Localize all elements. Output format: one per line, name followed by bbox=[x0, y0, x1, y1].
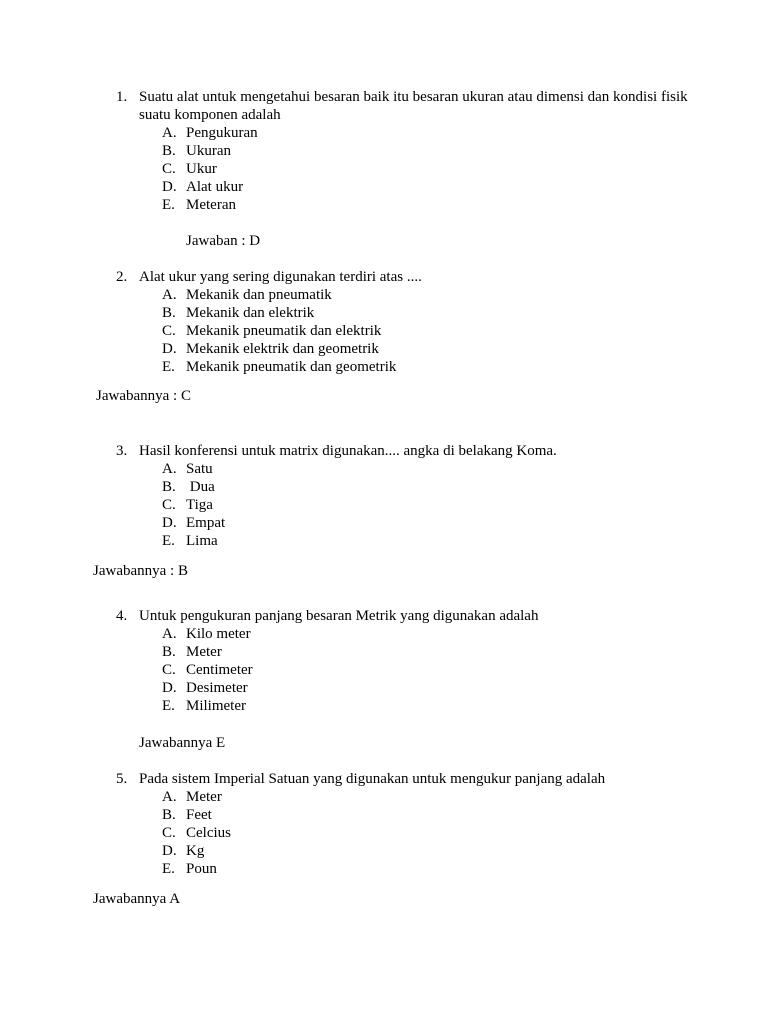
option-text: Mekanik dan pneumatik bbox=[186, 287, 332, 303]
option-text: Kilo meter bbox=[186, 626, 251, 642]
option-letter: A. bbox=[162, 125, 177, 141]
option-text: Mekanik dan elektrik bbox=[186, 305, 315, 321]
question-number: 2. bbox=[116, 269, 128, 285]
option-text: Feet bbox=[186, 807, 212, 823]
option-letter: C. bbox=[162, 825, 176, 841]
option-letter: E. bbox=[162, 698, 175, 714]
option-text: Lima bbox=[186, 533, 218, 549]
question-number: 1. bbox=[116, 89, 128, 105]
option-text: Alat ukur bbox=[186, 179, 244, 195]
option-letter: D. bbox=[162, 515, 177, 531]
option-text: Dua bbox=[186, 479, 215, 495]
question-text: Hasil konferensi untuk matrix digunakan.... angka di belakang Koma. bbox=[139, 443, 557, 459]
option-text: Meteran bbox=[186, 197, 236, 213]
option-letter: D. bbox=[162, 341, 177, 357]
answer-line: Jawabannya E bbox=[139, 735, 226, 751]
option-text: Pengukuran bbox=[186, 125, 258, 141]
option-text: Mekanik pneumatik dan geometrik bbox=[186, 359, 397, 375]
answer-line: Jawabannya : B bbox=[93, 563, 188, 579]
option-text: Tiga bbox=[186, 497, 213, 513]
option-letter: B. bbox=[162, 143, 176, 159]
question-text: Pada sistem Imperial Satuan yang digunakan untuk mengukur panjang adalah bbox=[139, 771, 606, 787]
option-text: Desimeter bbox=[186, 680, 248, 696]
option-letter: D. bbox=[162, 843, 177, 859]
option-letter: E. bbox=[162, 197, 175, 213]
question-text: Suatu alat untuk mengetahui besaran baik itu besaran ukuran atau dimensi dan kondisi fisik suatu komponen adalah bbox=[139, 89, 688, 123]
option-text: Meter bbox=[186, 789, 222, 805]
option-letter: A. bbox=[162, 626, 177, 642]
option-letter: D. bbox=[162, 179, 177, 195]
option-letter: B. bbox=[162, 644, 176, 660]
option-text: Mekanik pneumatik dan elektrik bbox=[186, 323, 382, 339]
option-text: Mekanik elektrik dan geometrik bbox=[186, 341, 379, 357]
question-number: 3. bbox=[116, 443, 128, 459]
option-letter: B. bbox=[162, 305, 176, 321]
question-text: Untuk pengukuran panjang besaran Metrik yang digunakan adalah bbox=[139, 608, 539, 624]
option-letter: C. bbox=[162, 323, 176, 339]
option-text: Empat bbox=[186, 515, 226, 531]
option-letter: C. bbox=[162, 161, 176, 177]
question-text: Alat ukur yang sering digunakan terdiri atas .... bbox=[139, 269, 422, 285]
option-letter: A. bbox=[162, 287, 177, 303]
option-text: Celcius bbox=[186, 825, 231, 841]
question-number: 4. bbox=[116, 608, 128, 624]
option-text: Ukuran bbox=[186, 143, 231, 159]
option-text: Centimeter bbox=[186, 662, 253, 678]
option-text: Satu bbox=[186, 461, 213, 477]
option-text: Poun bbox=[186, 861, 217, 877]
option-letter: E. bbox=[162, 359, 175, 375]
answer-line: Jawabannya A bbox=[93, 891, 181, 907]
option-text: Meter bbox=[186, 644, 222, 660]
option-letter: B. bbox=[162, 807, 176, 823]
option-text: Milimeter bbox=[186, 698, 246, 714]
option-letter: C. bbox=[162, 662, 176, 678]
answer-line: Jawaban : D bbox=[186, 233, 261, 249]
option-letter: A. bbox=[162, 461, 177, 477]
option-letter: E. bbox=[162, 861, 175, 877]
question-number: 5. bbox=[116, 771, 128, 787]
option-text: Kg bbox=[186, 843, 205, 859]
option-letter: D. bbox=[162, 680, 177, 696]
option-letter: E. bbox=[162, 533, 175, 549]
answer-line: Jawabannya : C bbox=[96, 388, 191, 404]
option-text: Ukur bbox=[186, 161, 217, 177]
option-letter: C. bbox=[162, 497, 176, 513]
option-letter: B. bbox=[162, 479, 176, 495]
option-letter: A. bbox=[162, 789, 177, 805]
